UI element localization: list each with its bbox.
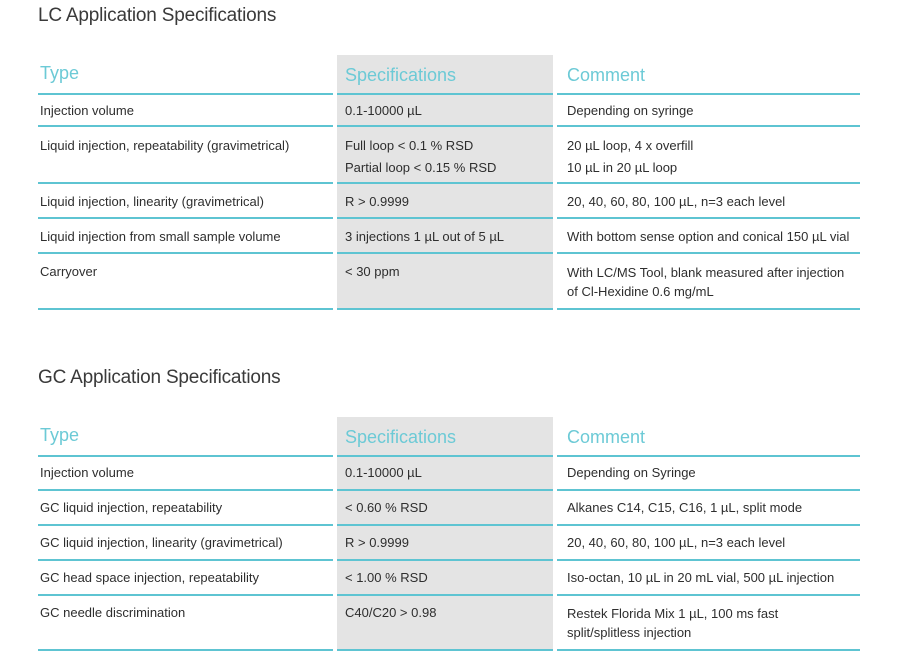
row-spec: 0.1-10000 µL [345, 103, 422, 118]
header-type-label: Type [40, 63, 80, 83]
header-type [38, 55, 333, 95]
row-comment: With LC/MS Tool, blank measured after injection of Cl-Hexidine 0.6 mg/mL [567, 265, 845, 299]
table-row [38, 526, 860, 561]
row-spec: R > 0.9999 [345, 194, 409, 209]
row-comment: With bottom sense option and conical 150 µL vial [567, 229, 850, 244]
row-comment: Restek Florida Mix 1 µL, 100 ms fast split/splitless injection [567, 606, 779, 640]
row-type: Carryover [40, 264, 98, 279]
row-spec: < 1.00 % RSD [345, 570, 428, 585]
row-type: Liquid injection, linearity (gravimetrical) [40, 194, 264, 209]
section-title: LC Application Specifications [38, 5, 277, 26]
row-comment: 20, 40, 60, 80, 100 µL, n=3 each level [567, 535, 786, 550]
row-type: GC needle discrimination [40, 605, 186, 620]
row-spec: < 0.60 % RSD [345, 500, 428, 515]
header-specifications [337, 55, 553, 95]
row-spec: C40/C20 > 0.98 [345, 605, 437, 620]
section-title: GC Application Specifications [38, 367, 281, 388]
table-row [38, 219, 860, 254]
header-type [38, 417, 333, 457]
row-type: GC head space injection, repeatability [40, 570, 259, 585]
row-spec: 0.1-10000 µL [345, 465, 422, 480]
header-specifications [337, 417, 553, 457]
row-type: Liquid injection from small sample volume [40, 229, 281, 244]
row-type: GC liquid injection, linearity (gravimetrical) [40, 535, 283, 550]
header-comment [557, 55, 860, 95]
header-comment [557, 417, 860, 457]
header-type-label: Type [40, 425, 80, 445]
header-spec-label: Specifications [345, 65, 457, 85]
row-comment: 20, 40, 60, 80, 100 µL, n=3 each level [567, 194, 786, 209]
header-spec-label: Specifications [345, 427, 457, 447]
row-comment: 10 µL in 20 µL loop [567, 160, 678, 175]
row-type: GC liquid injection, repeatability [40, 500, 223, 515]
row-type: Liquid injection, repeatability (gravimetrical) [40, 138, 290, 153]
header-comment-label: Comment [567, 65, 646, 85]
row-spec: R > 0.9999 [345, 535, 409, 550]
row-type: Injection volume [40, 103, 134, 118]
header-comment-label: Comment [567, 427, 646, 447]
table-header-row [38, 417, 860, 457]
row-spec: 3 injections 1 µL out of 5 µL [345, 229, 505, 244]
table-row [38, 457, 860, 491]
row-type: Injection volume [40, 465, 134, 480]
row-spec: Partial loop < 0.15 % RSD [345, 160, 497, 175]
row-comment: Alkanes C14, C15, C16, 1 µL, split mode [567, 500, 803, 515]
table-row [38, 254, 860, 310]
row-spec: Full loop < 0.1 % RSD [345, 138, 474, 153]
table-row [38, 184, 860, 219]
row-comment: Depending on Syringe [567, 465, 696, 480]
table-row [38, 491, 860, 526]
table-row [38, 596, 860, 651]
row-comment: 20 µL loop, 4 x overfill [567, 138, 694, 153]
row-comment: Iso-octan, 10 µL in 20 mL vial, 500 µL injection [567, 570, 835, 585]
table-row [38, 561, 860, 596]
row-spec: < 30 ppm [345, 264, 400, 279]
table-row [38, 127, 860, 184]
table-header-row [38, 55, 860, 95]
row-comment: Depending on syringe [567, 103, 694, 118]
table-row [38, 95, 860, 127]
